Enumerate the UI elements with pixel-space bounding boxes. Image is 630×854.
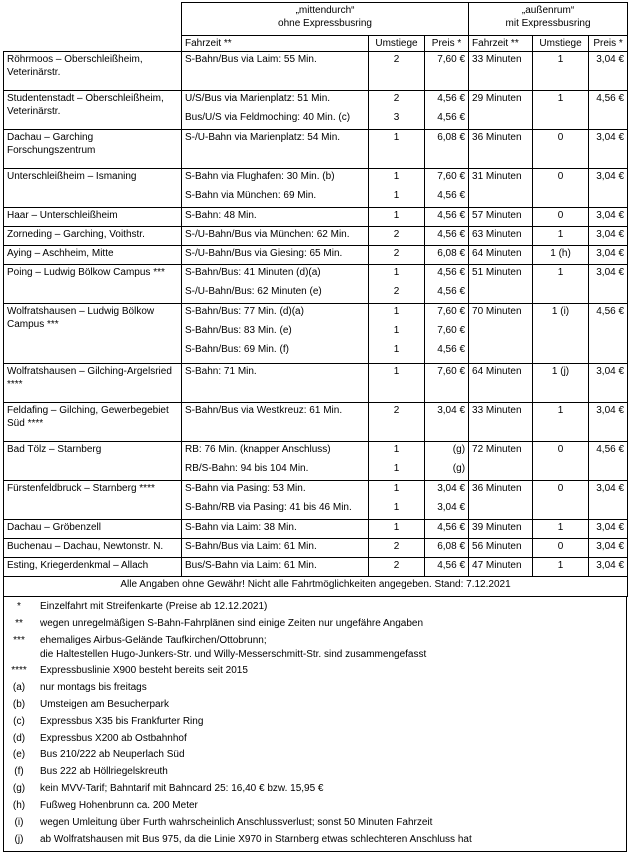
route-cell: Bad Tölz – Starnberg [4, 442, 182, 481]
umstiege-cell [369, 91, 425, 130]
legend-text: Expressbus X200 ab Ostbahnhof [40, 733, 187, 744]
empty-corner [4, 36, 182, 52]
col-preis-2: Preis * [589, 36, 628, 52]
express-price-cell: 3,04 € [589, 403, 628, 442]
express-price-cell: 3,04 € [589, 481, 628, 520]
fahrzeit-cell [182, 246, 369, 265]
umstiege-cell [369, 442, 425, 481]
legend-text: ehemaliges Airbus-Gelände Taufkirchen/Ottobrunn; [40, 635, 267, 646]
option-transfers: 2 [393, 54, 400, 65]
express-time-cell: 31 Minuten [469, 169, 533, 208]
preis-cell [425, 208, 469, 227]
express-price-cell: 4,56 € [589, 91, 628, 130]
express-price-cell: 3,04 € [589, 539, 628, 558]
option-transfers: 2 [393, 541, 400, 552]
legend-text: Expressbuslinie X900 besteht bereits seit 2015 [40, 665, 248, 676]
fahrzeit-cell [182, 364, 369, 403]
legend-text: nur montags bis freitags [40, 682, 147, 693]
express-transfers-cell: 1 (j) [533, 364, 589, 403]
option-time: RB/S-Bahn: 94 bis 104 Min. [185, 463, 309, 474]
express-time-cell: 57 Minuten [469, 208, 533, 227]
express-time-cell: 64 Minuten [469, 246, 533, 265]
express-price-cell: 3,04 € [589, 265, 628, 304]
option-price: (g) [452, 444, 466, 455]
legend-key: (d) [12, 733, 26, 744]
umstiege-cell [369, 265, 425, 304]
preis-cell [425, 403, 469, 442]
option-time: S-Bahn/Bus via Westkreuz: 61 Min. [185, 405, 343, 416]
option-transfers: 1 [393, 267, 400, 278]
table-row [4, 208, 628, 227]
option-time: S-Bahn/RB via Pasing: 41 bis 46 Min. [185, 502, 352, 513]
legend-key: (e) [12, 749, 26, 760]
col-umstiege: Umstiege [369, 36, 425, 52]
umstiege-cell [369, 227, 425, 246]
table-row [4, 520, 628, 539]
route-cell: Dachau – Garching Forschungszentrum [4, 130, 182, 169]
table-row [4, 91, 628, 130]
col-fahrzeit: Fahrzeit ** [182, 36, 369, 52]
legend-key: (h) [12, 800, 26, 811]
option-transfers: 1 [393, 366, 400, 377]
table-row [4, 364, 628, 403]
express-price-cell: 3,04 € [589, 52, 628, 91]
legend-text: Fußweg Hohenbrunn ca. 200 Meter [40, 800, 198, 811]
fahrzeit-cell [182, 520, 369, 539]
express-price-cell: 4,56 € [589, 304, 628, 364]
umstiege-cell [369, 52, 425, 91]
group-header-mittendurch [182, 3, 469, 36]
express-time-cell: 36 Minuten [469, 481, 533, 520]
option-time: Bus/S-Bahn via Laim: 61 Min. [185, 560, 317, 571]
option-price: 4,56 € [437, 190, 466, 201]
table-row [4, 246, 628, 265]
route-cell: Esting, Kriegerdenkmal – Allach [4, 558, 182, 577]
fahrzeit-cell [182, 265, 369, 304]
col-umstiege-2: Umstiege [533, 36, 589, 52]
option-transfers: 1 [393, 502, 400, 513]
preis-cell [425, 539, 469, 558]
group1-title: „mittendurch“ [295, 5, 355, 16]
connections-table [3, 2, 628, 597]
express-price-cell: 3,04 € [589, 246, 628, 265]
table-row [4, 558, 628, 577]
option-price: 7,60 € [437, 325, 466, 336]
route-cell: Wolfratshausen – Gilching-Argelsried **** [4, 364, 182, 403]
express-transfers-cell: 0 [533, 442, 589, 481]
umstiege-cell [369, 520, 425, 539]
table-row [4, 539, 628, 558]
option-transfers: 2 [393, 229, 400, 240]
preis-cell [425, 169, 469, 208]
umstiege-cell [369, 304, 425, 364]
fahrzeit-cell [182, 130, 369, 169]
express-time-cell: 70 Minuten [469, 304, 533, 364]
preis-cell [425, 91, 469, 130]
preis-cell [425, 130, 469, 169]
option-time: S-Bahn/Bus: 41 Minuten (d)(a) [185, 267, 321, 278]
option-transfers: 1 [393, 171, 400, 182]
option-time: S-/U-Bahn via Marienplatz: 54 Min. [185, 132, 341, 143]
col-preis: Preis * [425, 36, 469, 52]
route-cell: Zorneding – Garching, Voithstr. [4, 227, 182, 246]
option-time: S-Bahn/Bus: 69 Min. (f) [185, 344, 289, 355]
express-transfers-cell: 1 [533, 558, 589, 577]
option-time: S-Bahn via Pasing: 53 Min. [185, 483, 306, 494]
legend-key: (b) [12, 699, 26, 710]
option-transfers: 2 [393, 248, 400, 259]
route-cell: Röhrmoos – Oberschleißheim, Veterinärstr. [4, 52, 182, 91]
group-header-aussenrum [469, 3, 628, 36]
preis-cell [425, 520, 469, 539]
fahrzeit-cell [182, 403, 369, 442]
column-header-row [4, 36, 628, 52]
option-price: 4,56 € [437, 210, 466, 221]
option-transfers: 1 [393, 132, 400, 143]
express-price-cell: 3,04 € [589, 130, 628, 169]
fahrzeit-cell [182, 539, 369, 558]
fahrzeit-cell [182, 442, 369, 481]
fahrzeit-cell [182, 208, 369, 227]
legend-text: wegen unregelmäßigen S-Bahn-Fahrplänen sind einige Zeiten nur ungefähre Angaben [40, 618, 424, 629]
legend-text: Expressbus X35 bis Frankfurter Ring [40, 716, 204, 727]
col-fahrzeit-2: Fahrzeit ** [469, 36, 533, 52]
group1-subtitle: ohne Expressbusring [278, 18, 372, 29]
preis-cell [425, 442, 469, 481]
umstiege-cell [369, 130, 425, 169]
option-transfers: 3 [393, 112, 400, 123]
express-price-cell: 3,04 € [589, 227, 628, 246]
umstiege-cell [369, 169, 425, 208]
route-cell: Studentenstadt – Oberschleißheim, Veterinärstr. [4, 91, 182, 130]
disclaimer-cell: Alle Angaben ohne Gewähr! Nicht alle Fahrtmöglichkeiten angegeben. Stand: 7.12.2021 [4, 577, 628, 597]
option-price: 6,08 € [437, 248, 466, 259]
option-transfers: 1 [393, 344, 400, 355]
express-transfers-cell: 1 (i) [533, 304, 589, 364]
express-price-cell: 4,56 € [589, 442, 628, 481]
fahrzeit-cell [182, 227, 369, 246]
legend-text: die Haltestellen Hugo-Junkers-Str. und Willy-Messerschmitt-Str. sind zusammengefasst [40, 649, 427, 660]
fahrzeit-cell [182, 558, 369, 577]
route-cell: Fürstenfeldbruck – Starnberg **** [4, 481, 182, 520]
express-time-cell: 63 Minuten [469, 227, 533, 246]
express-price-cell: 3,04 € [589, 558, 628, 577]
group2-subtitle: mit Expressbusring [505, 18, 591, 29]
option-price: 4,56 € [437, 112, 466, 123]
option-time: S-Bahn via München: 69 Min. [185, 190, 317, 201]
express-time-cell: 36 Minuten [469, 130, 533, 169]
table-row [4, 403, 628, 442]
option-time: S-/U-Bahn/Bus via München: 62 Min. [185, 229, 350, 240]
fahrzeit-cell [182, 481, 369, 520]
route-cell: Aying – Aschheim, Mitte [4, 246, 182, 265]
legend-key: ** [15, 618, 23, 629]
express-price-cell: 3,04 € [589, 364, 628, 403]
legend-text: ab Wolfratshausen mit Bus 975, da die Linie X970 in Starnberg etwas schlechteren Anschluss hat [40, 834, 472, 845]
table-row [4, 304, 628, 364]
legend-key: (c) [13, 716, 25, 727]
disclaimer-row [4, 577, 628, 597]
legend-key: (i) [14, 817, 24, 828]
option-price: 3,04 € [437, 502, 466, 513]
legend-key: (g) [12, 783, 26, 794]
express-price-cell: 3,04 € [589, 169, 628, 208]
option-price: 4,56 € [437, 522, 466, 533]
preis-cell [425, 246, 469, 265]
umstiege-cell [369, 481, 425, 520]
express-transfers-cell: 0 [533, 169, 589, 208]
option-transfers: 1 [393, 483, 400, 494]
legend-key: * [17, 601, 21, 612]
option-time: S-Bahn/Bus via Laim: 55 Min. [185, 54, 317, 65]
fahrzeit-cell [182, 304, 369, 364]
option-price: 7,60 € [437, 54, 466, 65]
table-row [4, 265, 628, 304]
preis-cell [425, 52, 469, 91]
option-transfers: 1 [393, 463, 400, 474]
empty-corner [4, 3, 182, 36]
fahrzeit-cell [182, 169, 369, 208]
option-transfers: 2 [393, 560, 400, 571]
express-transfers-cell: 1 [533, 403, 589, 442]
legend-text: Einzelfahrt mit Streifenkarte (Preise ab 12.12.2021) [40, 601, 268, 612]
group-header-row [4, 3, 628, 36]
umstiege-cell [369, 403, 425, 442]
option-time: S-Bahn: 48 Min. [185, 210, 257, 221]
route-cell: Feldafing – Gilching, Gewerbegebiet Süd **** [4, 403, 182, 442]
fahrzeit-cell [182, 52, 369, 91]
express-transfers-cell: 0 [533, 208, 589, 227]
option-price: 4,56 € [437, 229, 466, 240]
option-transfers: 1 [393, 210, 400, 221]
option-price: 7,60 € [437, 171, 466, 182]
express-time-cell: 39 Minuten [469, 520, 533, 539]
option-time: S-Bahn/Bus: 77 Min. (d)(a) [185, 306, 304, 317]
table-body [4, 3, 628, 597]
umstiege-cell [369, 539, 425, 558]
option-transfers: 1 [393, 325, 400, 336]
option-transfers: 1 [393, 306, 400, 317]
legend-key: (a) [12, 682, 26, 693]
express-transfers-cell: 0 [533, 130, 589, 169]
legend-text: Bus 222 ab Höllriegelskreuth [40, 766, 168, 777]
route-cell: Dachau – Gröbenzell [4, 520, 182, 539]
option-price: 4,56 € [437, 267, 466, 278]
group2-title: „außenrum“ [521, 5, 575, 16]
option-price: 4,56 € [437, 560, 466, 571]
legend-box [3, 596, 627, 852]
express-transfers-cell: 1 [533, 91, 589, 130]
option-price: 3,04 € [437, 405, 466, 416]
preis-cell [425, 364, 469, 403]
option-time: U/S/Bus via Marienplatz: 51 Min. [185, 93, 331, 104]
route-cell: Haar – Unterschleißheim [4, 208, 182, 227]
umstiege-cell [369, 246, 425, 265]
legend-text: wegen Umleitung über Furth wahrscheinlich Anschlussverlust; sonst 50 Minuten Fahrzeit [40, 817, 433, 828]
legend-text: kein MVV-Tarif; Bahntarif mit Bahncard 25: 16,40 € bzw. 15,95 € [40, 783, 324, 794]
preis-cell [425, 481, 469, 520]
route-cell: Buchenau – Dachau, Newtonstr. N. [4, 539, 182, 558]
option-time: S-Bahn/Bus via Laim: 61 Min. [185, 541, 317, 552]
express-time-cell: 33 Minuten [469, 403, 533, 442]
option-price: 7,60 € [437, 366, 466, 377]
table-row [4, 169, 628, 208]
option-transfers: 1 [393, 522, 400, 533]
express-price-cell: 3,04 € [589, 520, 628, 539]
preis-cell [425, 558, 469, 577]
option-transfers: 2 [393, 405, 400, 416]
option-transfers: 2 [393, 93, 400, 104]
umstiege-cell [369, 208, 425, 227]
legend-key: (f) [14, 766, 24, 777]
option-time: RB: 76 Min. (knapper Anschluss) [185, 444, 331, 455]
legend-key: (j) [14, 834, 24, 845]
express-time-cell: 72 Minuten [469, 442, 533, 481]
option-price: 4,56 € [437, 93, 466, 104]
express-time-cell: 64 Minuten [469, 364, 533, 403]
option-time: S-Bahn via Flughafen: 30 Min. (b) [185, 171, 335, 182]
option-price: 6,08 € [437, 132, 466, 143]
express-transfers-cell: 1 [533, 52, 589, 91]
option-time: S-Bahn/Bus: 83 Min. (e) [185, 325, 292, 336]
express-time-cell: 51 Minuten [469, 265, 533, 304]
preis-cell [425, 265, 469, 304]
legend-text: Bus 210/222 ab Neuperlach Süd [40, 749, 185, 760]
table-row [4, 52, 628, 91]
table-row [4, 442, 628, 481]
express-time-cell: 29 Minuten [469, 91, 533, 130]
umstiege-cell [369, 558, 425, 577]
express-time-cell: 56 Minuten [469, 539, 533, 558]
option-price: 4,56 € [437, 286, 466, 297]
express-transfers-cell: 1 [533, 227, 589, 246]
option-price: 4,56 € [437, 344, 466, 355]
express-transfers-cell: 1 [533, 520, 589, 539]
express-time-cell: 33 Minuten [469, 52, 533, 91]
umstiege-cell [369, 364, 425, 403]
legend-text: Umsteigen am Besucherpark [40, 699, 169, 710]
express-time-cell: 47 Minuten [469, 558, 533, 577]
legend-key: **** [11, 665, 27, 676]
option-time: S-/U-Bahn/Bus: 62 Minuten (e) [185, 286, 322, 297]
route-cell: Wolfratshausen – Ludwig Bölkow Campus *** [4, 304, 182, 364]
option-price: 3,04 € [437, 483, 466, 494]
option-transfers: 2 [393, 286, 400, 297]
option-time: S-Bahn: 71 Min. [185, 366, 257, 377]
express-transfers-cell: 1 [533, 265, 589, 304]
route-cell: Unterschleißheim – Ismaning [4, 169, 182, 208]
express-transfers-cell: 0 [533, 539, 589, 558]
option-time: S-Bahn via Laim: 38 Min. [185, 522, 297, 533]
option-price: (g) [452, 463, 466, 474]
option-transfers: 1 [393, 190, 400, 201]
express-transfers-cell: 1 (h) [533, 246, 589, 265]
option-time: Bus/U/S via Feldmoching: 40 Min. (c) [185, 112, 351, 123]
fahrzeit-cell [182, 91, 369, 130]
preis-cell [425, 227, 469, 246]
legend-key: *** [13, 635, 25, 646]
route-cell: Poing – Ludwig Bölkow Campus *** [4, 265, 182, 304]
express-transfers-cell: 0 [533, 481, 589, 520]
option-time: S-/U-Bahn/Bus via Giesing: 65 Min. [185, 248, 343, 259]
table-row [4, 130, 628, 169]
table-row [4, 481, 628, 520]
express-price-cell: 3,04 € [589, 208, 628, 227]
table-row [4, 227, 628, 246]
option-price: 6,08 € [437, 541, 466, 552]
preis-cell [425, 304, 469, 364]
option-transfers: 1 [393, 444, 400, 455]
option-price: 7,60 € [437, 306, 466, 317]
